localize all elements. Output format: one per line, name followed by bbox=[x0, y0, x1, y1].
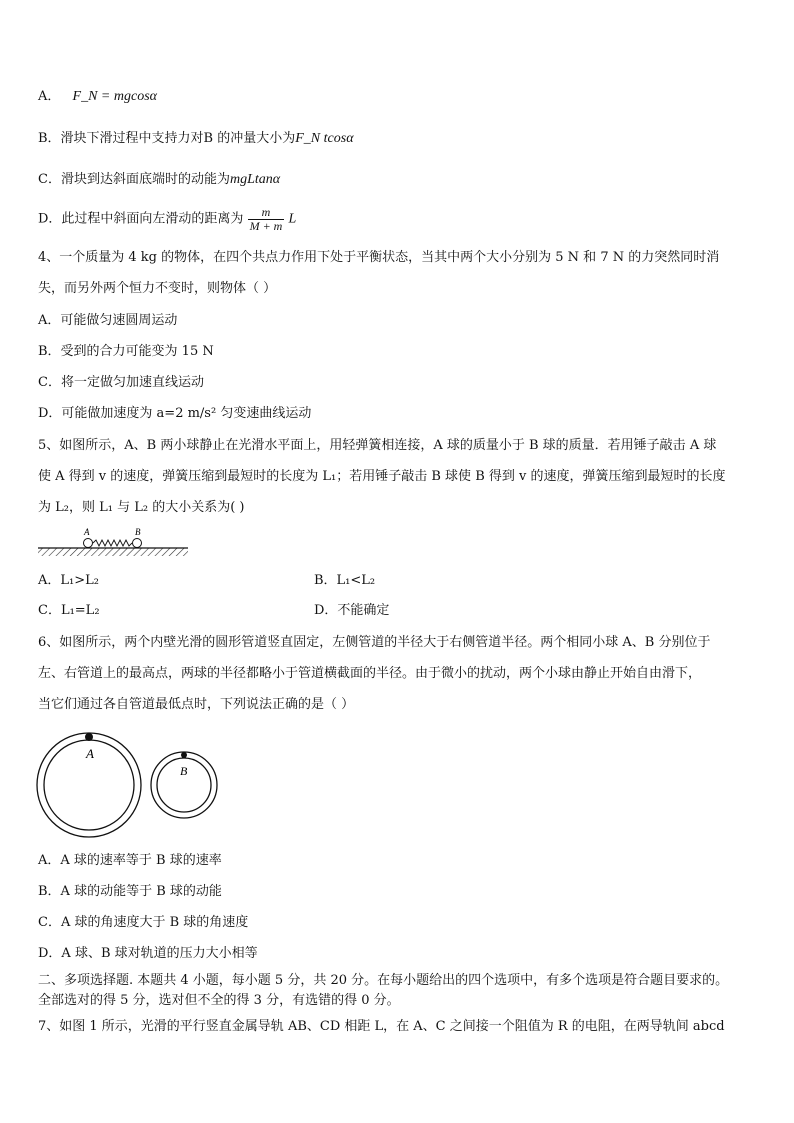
label-a: A bbox=[84, 527, 90, 537]
ball-a bbox=[84, 539, 93, 548]
q3-option-a-formula: F_N = mgcosα bbox=[72, 89, 157, 104]
q3-option-a-prefix: A． bbox=[38, 89, 61, 104]
q5-option-b: B．L₁<L₂ bbox=[314, 573, 376, 588]
q7-stem-line1: 7、如图 1 所示，光滑的平行竖直金属导轨 AB、CD 相距 L，在 A、C 之间接一个阻值为 R 的电阻，在两导轨间 abcd bbox=[38, 1019, 725, 1034]
q3-option-c-formula: mgLtanα bbox=[229, 172, 281, 187]
fraction-denominator: M + m bbox=[249, 219, 283, 233]
q6-stem-line2: 左、右管道上的最高点，两球的半径都略小于管道横截面的半径。由于微小的扰动，两个小球由静止开始自由滑下， bbox=[38, 666, 702, 681]
spring bbox=[93, 540, 132, 546]
q3-option-b-text: B．滑块下滑过程中支持力对B 的冲量大小为 bbox=[38, 131, 296, 146]
q4-option-c: C．将一定做匀加速直线运动 bbox=[38, 375, 204, 390]
q4-option-b: B．受到的合力可能变为 15 N bbox=[38, 344, 214, 359]
q5-stem-line1: 5、如图所示，A、B 两小球静止在光滑水平面上，用轻弹簧相连接，A 球的质量小于 B 球的质量．若用锤子敲击 A 球 bbox=[38, 438, 717, 453]
label-a: A bbox=[86, 746, 94, 761]
ball-a bbox=[85, 733, 93, 741]
q3-option-d-text: D．此过程中斜面向左滑动的距离为 bbox=[38, 211, 244, 227]
q6-option-d: D．A 球、B 球对轨道的压力大小相等 bbox=[38, 946, 258, 961]
q3-option-d-fraction bbox=[248, 206, 285, 233]
q5-stem-line2: 使 A 得到 v 的速度，弹簧压缩到最短时的长度为 L₁；若用锤子敲击 B 球使 B 得到 v 的速度，弹簧压缩到最短时的长度 bbox=[38, 469, 726, 484]
fraction-numerator: m bbox=[248, 206, 285, 220]
ball-b bbox=[133, 539, 142, 548]
section2-line1: 二、多项选择题. 本题共 4 小题，每小题 5 分，共 20 分。在每小题给出的四个选项中，有多个选项是符合题目要求的。 bbox=[38, 973, 729, 988]
ground-hatch bbox=[38, 548, 188, 556]
section2-line2: 全部选对的得 5 分，选对但不全的得 3 分，有选错的得 0 分。 bbox=[38, 993, 400, 1008]
q3-option-c-text: C．滑块到达斜面底端时的动能为 bbox=[38, 172, 230, 187]
q6-option-b: B．A 球的动能等于 B 球的动能 bbox=[38, 884, 222, 899]
q3-option-a bbox=[38, 88, 157, 106]
q5-option-d: D．不能确定 bbox=[314, 603, 390, 618]
label-b: B bbox=[180, 764, 188, 778]
right-tube-outer bbox=[151, 752, 217, 818]
q6-tubes-figure bbox=[36, 730, 222, 840]
q6-option-c: C．A 球的角速度大于 B 球的角速度 bbox=[38, 915, 249, 930]
q3-option-b bbox=[38, 130, 354, 148]
ball-b bbox=[181, 752, 187, 758]
q3-option-d bbox=[38, 206, 296, 233]
q3-option-b-formula: F_N tcosα bbox=[295, 131, 354, 146]
q5-stem-line3: 为 L₂，则 L₁ 与 L₂ 的大小关系为( ) bbox=[38, 500, 245, 515]
label-b: B bbox=[135, 527, 141, 537]
q3-option-d-tail: L bbox=[288, 211, 297, 227]
q5-spring-figure bbox=[36, 526, 192, 560]
q6-stem-line3: 当它们通过各自管道最低点时，下列说法正确的是（ ） bbox=[38, 697, 355, 712]
q4-stem-line1: 4、一个质量为 4 kg 的物体，在四个共点力作用下处于平衡状态，当其中两个大小分别为 5 N 和 7 N 的力突然同时消 bbox=[38, 250, 720, 265]
q6-stem-line1: 6、如图所示，两个内壁光滑的圆形管道竖直固定，左侧管道的半径大于右侧管道半径。两个相同小球 A、B 分别位于 bbox=[38, 635, 711, 650]
q6-option-a: A．A 球的速率等于 B 球的速率 bbox=[38, 853, 222, 868]
q5-option-c: C．L₁=L₂ bbox=[38, 603, 100, 618]
q5-option-a: A．L₁>L₂ bbox=[38, 573, 99, 588]
q3-option-c bbox=[38, 171, 280, 189]
q4-stem-line2: 失，而另外两个恒力不变时，则物体（ ） bbox=[38, 281, 277, 296]
q4-option-d: D．可能做加速度为 a=2 m/s² 匀变速曲线运动 bbox=[38, 406, 312, 421]
q4-option-a: A．可能做匀速圆周运动 bbox=[38, 313, 178, 328]
